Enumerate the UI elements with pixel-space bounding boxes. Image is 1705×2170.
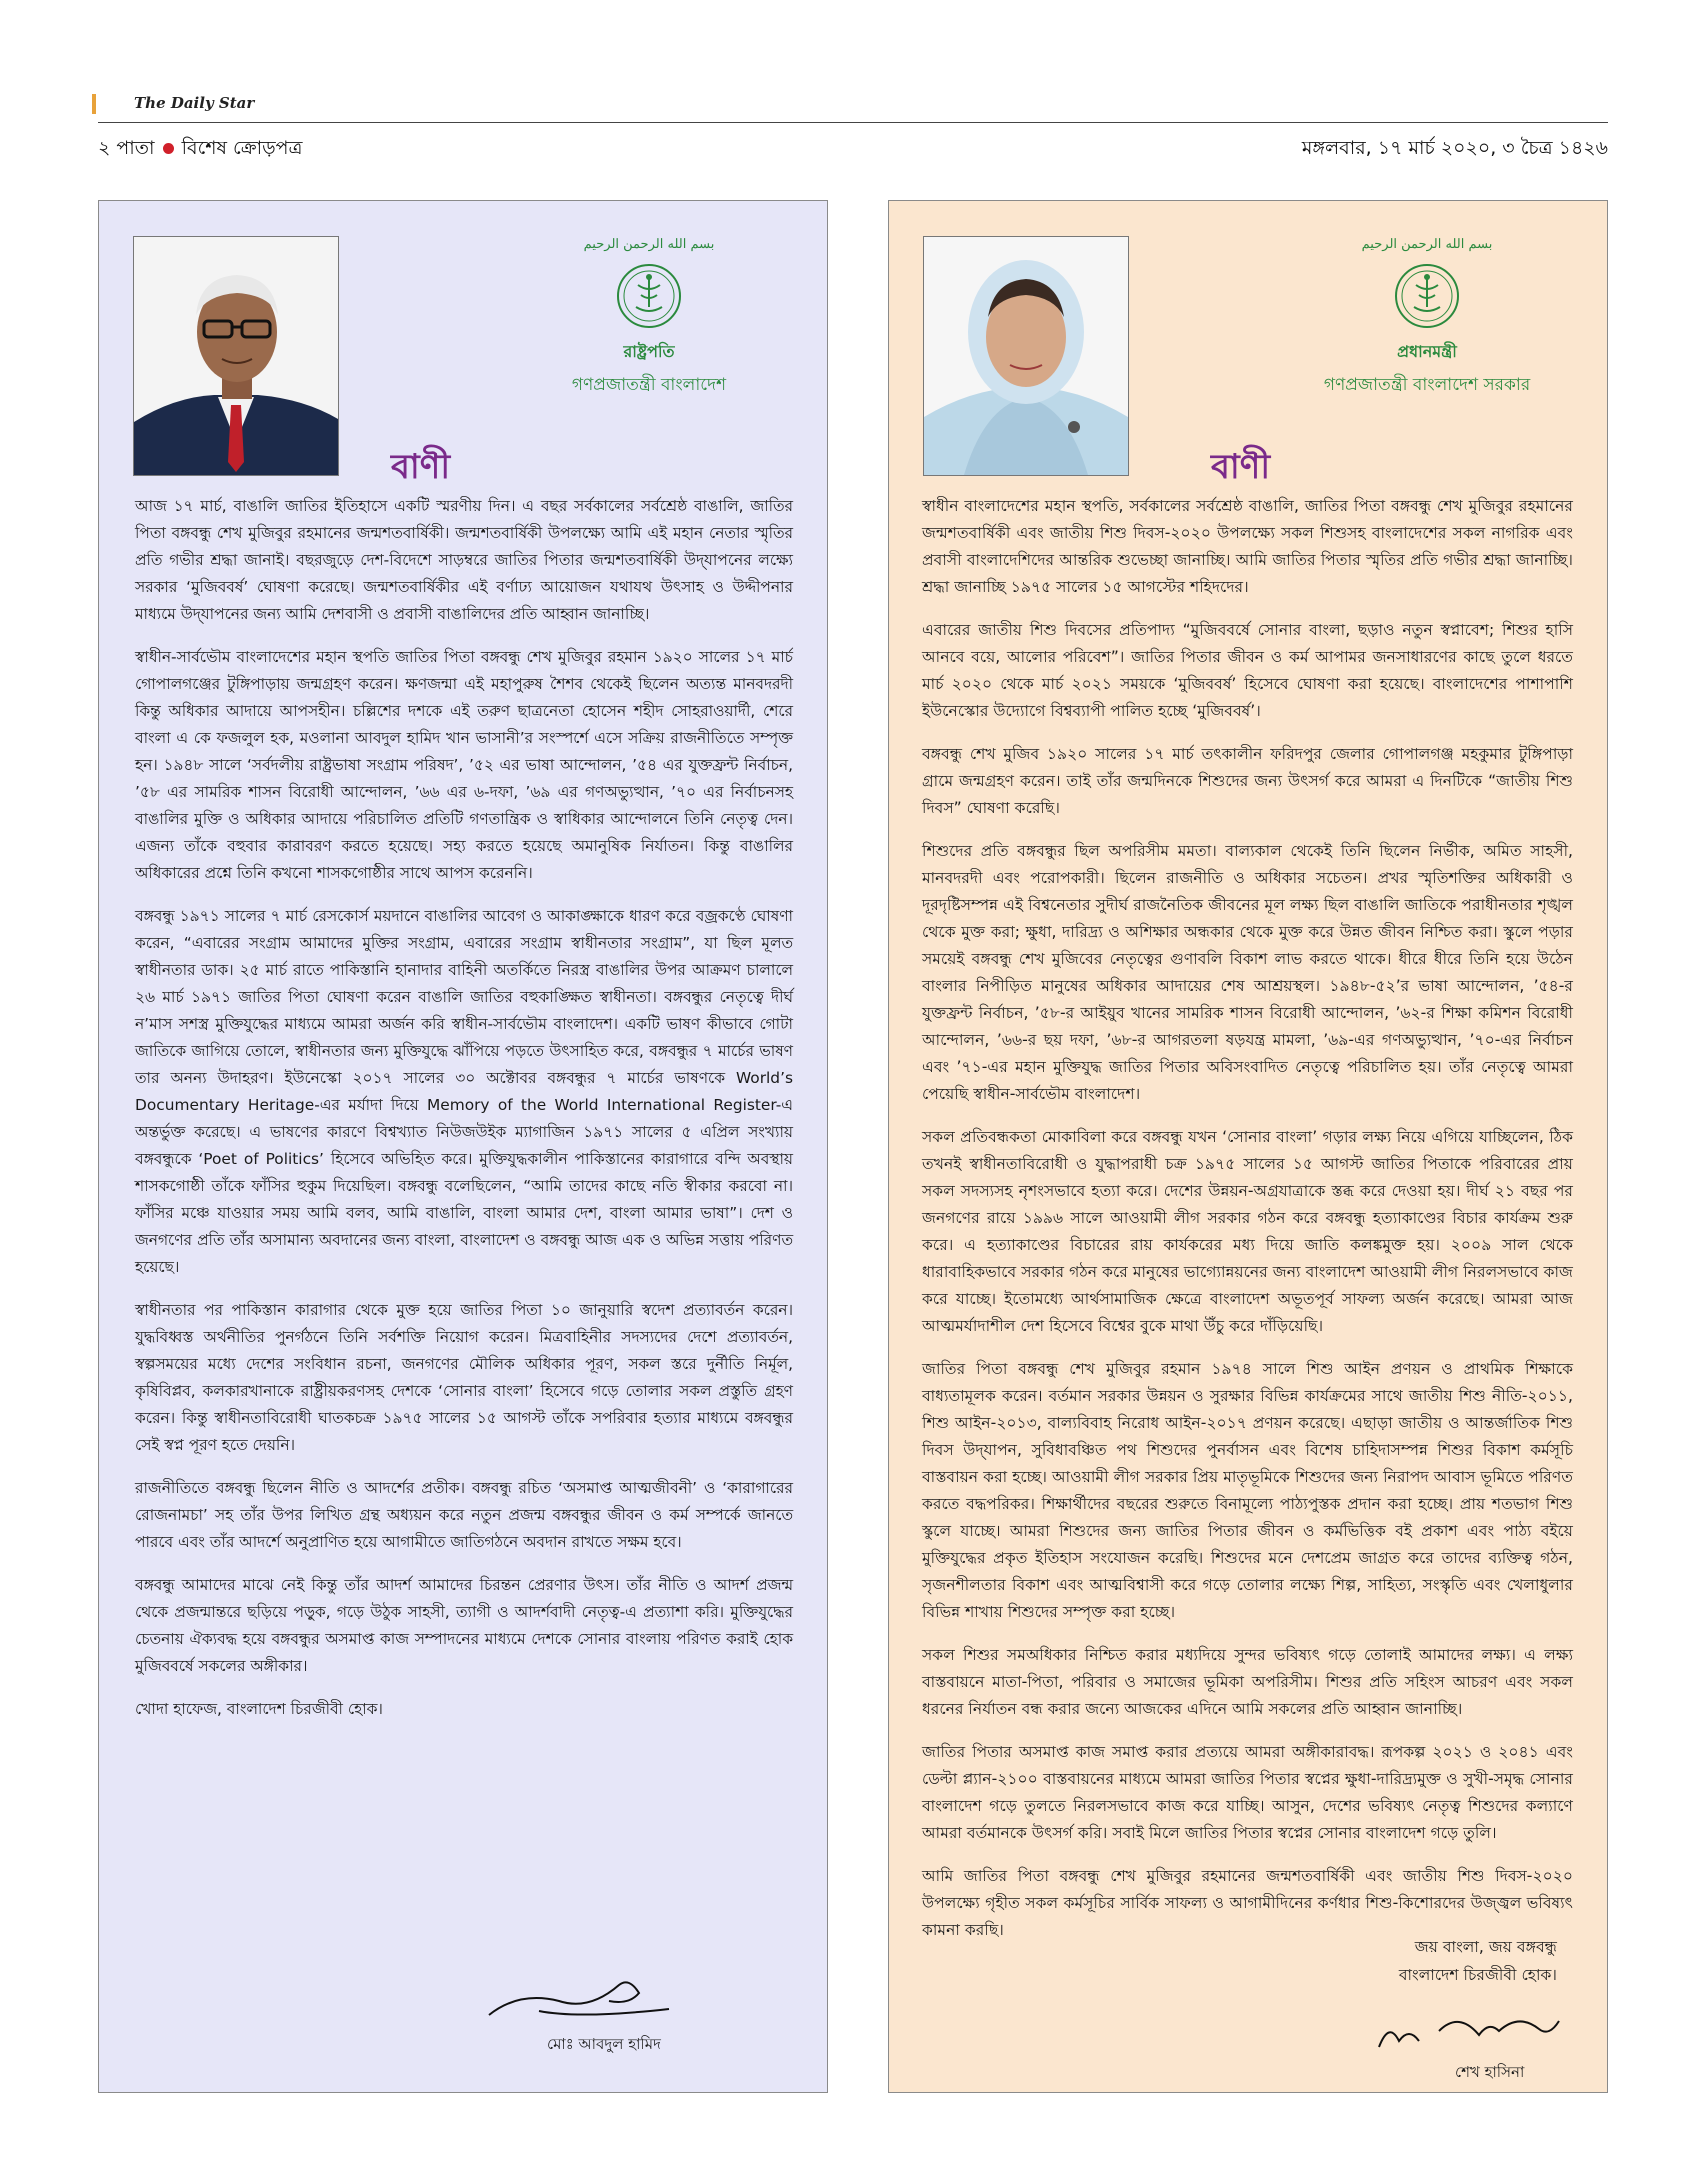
paragraph: আমি জাতির পিতা বঙ্গবন্ধু শেখ মুজিবুর রহমানের জন্মশতবার্ষিকী এবং জাতীয় শিশু দিবস-২০২০ উপলক্ষ্যে গৃহীত সকল কর্মসূচির সার্বিক সাফল্য ও আগামীদিনের কর্ণধার শিশু-কিশোরদের উজ্জ্বল ভবিষ্যৎ কামনা করছি।	[922, 1867, 1573, 1939]
prime-minister-message-panel	[888, 200, 1608, 2093]
closing-block	[1399, 1933, 1557, 1989]
paragraph: শিশুদের প্রতি বঙ্গবন্ধুর ছিল অপরিসীম মমতা। বাল্যকাল থেকেই তিনি ছিলেন নির্ভীক, অমিত সাহসী, মানবদরদী এবং পরোপকারী। ছিলেন রাজনীতি ও অধিকার সচেতন। প্রখর স্মৃতিশক্তির অধিকারী ও দূরদৃষ্টিসম্পন্ন এই বিশ্বনেতার সুদীর্ঘ রাজনৈতিক জীবনের মূল লক্ষ্য ছিল বাঙালি জাতিকে পরাধীনতার শৃঙ্খল থেকে মুক্ত করা; ক্ষুধা, দারিদ্র্য ও অশিক্ষার অন্ধকার থেকে মুক্ত করে উন্নত জীবন নিশ্চিত করা। স্কুলে পড়ার সময়েই বঙ্গবন্ধু শেখ মুজিবের নেতৃত্বের গুণাবলি বিকাশ লাভ করতে থাকে। ধীরে ধীরে তিনি হয়ে উঠেন বাংলার নিপীড়িত মানুষের অধিকার আদায়ের শেষ আশ্রয়স্থল। ১৯৪৮-৫২’র ভাষা আন্দোলন, ’৫৪-র যুক্তফ্রন্ট নির্বাচন, ’৫৮-র আইয়ুব খানের সামরিক শাসন বিরোধী আন্দোলন, ’৬২-র শিক্ষা কমিশন বিরোধী আন্দোলন, ’৬৬-র ছয় দফা, ’৬৮-র আগরতলা ষড়যন্ত্র মামলা, ’৬৯-এর গণঅভ্যুত্থান, ’৭০-এর নির্বাচন এবং ’৭১-এর মহান মুক্তিযুদ্ধ জাতির পিতার অবিসংবাদিত নেতৃত্বে পরিচালিত হয়। তাঁর নেতৃত্বে আমরা পেয়েছি স্বাধীন-সার্বভৌম বাংলাদেশ।	[922, 842, 1573, 1103]
president-signature	[479, 1971, 679, 2031]
message-body	[135, 493, 793, 1739]
page-number: ২ পাতা	[98, 137, 155, 159]
paragraph: বঙ্গবন্ধু ১৯৭১ সালের ৭ মার্চ রেসকোর্স ময়দানে বাঙালির আবেগ ও আকাঙ্ক্ষাকে ধারণ করে বজ্রকণ্ঠে ঘোষণা করেন, “এবারের সংগ্রাম আমাদের মুক্তির সংগ্রাম, এবারের সংগ্রাম স্বাধীনতার সংগ্রাম”, যা ছিল মূলত স্বাধীনতার ডাক। ২৫ মার্চ রাতে পাকিস্তানি হানাদার বাহিনী অতর্কিতে নিরস্ত্র বাঙালির উপর আক্রমণ চালালে ২৬ মার্চ ১৯৭১ জাতির পিতা ঘোষণা করেন বাঙালি জাতির বহুকাঙ্ক্ষিত স্বাধীনতা। বঙ্গবন্ধুর নেতৃত্বে দীর্ঘ ন’মাস সশস্ত্র মুক্তিযুদ্ধের মাধ্যমে আমরা অর্জন করি স্বাধীন-সার্বভৌম বাংলাদেশ। একটি ভাষণ কীভাবে গোটা জাতিকে জাগিয়ে তোলে, স্বাধীনতার জন্য মুক্তিযুদ্ধে ঝাঁপিয়ে পড়তে উৎসাহিত করে, বঙ্গবন্ধুর ৭ মার্চের ভাষণ তার অনন্য উদাহরণ। ইউনেস্কো ২০১৭ সালের ৩০ অক্টোবর বঙ্গবন্ধুর ৭ মার্চের ভাষণকে World’s Documentary Heritage-এর মর্যাদা দিয়ে Memory of the World International Register-এ অন্তর্ভুক্ত করেছে। এ ভাষণের কারণে বিশ্বখ্যাত নিউজউইক ম্যাগাজিন ১৯৭১ সালের ৫ এপ্রিল সংখ্যায় বঙ্গবন্ধুকে ‘Poet of Politics’ হিসেবে অভিহিত করে। মুক্তিযুদ্ধকালীন পাকিস্তানের কারাগারে বন্দি অবস্থায় শাসকগোষ্ঠী তাঁকে ফাঁসির হুকুম দিয়েছিল। বঙ্গবন্ধু বলেছিলেন, “আমি তাদের কাছে নতি স্বীকার করবো না। ফাঁসির মঞ্চে যাওয়ার সময় আমি বলব, আমি বাঙালি, বাংলা আমার দেশ, বাংলা আমার ভাষা”। দেশ ও জনগণের প্রতি তাঁর অসামান্য অবদানের জন্য বাংলা, বাংলাদেশ ও বঙ্গবন্ধু আজ এক ও অভিন্ন সত্তায় পরিণত হয়েছে।	[135, 907, 793, 1276]
prime-minister-portrait	[923, 236, 1129, 476]
paragraph: বঙ্গবন্ধু শেখ মুজিব ১৯২০ সালের ১৭ মার্চ তৎকালীন ফরিদপুর জেলার গোপালগঞ্জ মহকুমার টুঙ্গিপাড়া গ্রামে জন্মগ্রহণ করেন। তাই তাঁর জন্মদিনকে শিশুদের জন্য উৎসর্গ করে আমরা এ দিনটিকে “জাতীয় শিশু দিবস” ঘোষণা করেছি।	[922, 745, 1573, 817]
message-body	[922, 493, 1573, 1960]
paragraph: আজ ১৭ মার্চ, বাঙালি জাতির ইতিহাসে একটি স্মরণীয় দিন। এ বছর সর্বকালের সর্বশ্রেষ্ঠ বাঙালি, জাতির পিতা বঙ্গবন্ধু শেখ মুজিবুর রহমানের জন্মশতবার্ষিকী। জন্মশতবার্ষিকী উপলক্ষ্যে আমি এই মহান নেতার স্মৃতির প্রতি গভীর শ্রদ্ধা জানাই। বছরজুড়ে দেশ-বিদেশে সাড়ম্বরে জাতির পিতার জন্মশতবার্ষিকী উদ্‌যাপনের লক্ষ্যে সরকার ‘মুজিববর্ষ’ ঘোষণা করেছে। জন্মশতবার্ষিকীর এই বর্ণাঢ্য আয়োজন যথাযথ উৎসাহ ও উদ্দীপনার মাধ্যমে উদ্‌যাপনের জন্য আমি দেশবাসী ও প্রবাসী বাঙালিদের প্রতি আহ্বান জানাচ্ছি।	[135, 497, 793, 623]
prime-minister-signature	[1369, 2001, 1569, 2061]
paragraph: জাতির পিতার অসমাপ্ত কাজ সমাপ্ত করার প্রত্যয়ে আমরা অঙ্গীকারাবদ্ধ। রূপকল্প ২০২১ ও ২০৪১ এবং ডেল্টা প্ল্যান-২১০০ বাস্তবায়নের মাধ্যমে আমরা জাতির পিতার স্বপ্নের ক্ষুধা-দারিদ্র্যমুক্ত ও সুখী-সমৃদ্ধ সোনার বাংলাদেশ গড়ে তুলতে নিরলসভাবে কাজ করে যাচ্ছি। আসুন, দেশের ভবিষ্যৎ নেতৃত্ব শিশুদের কল্যাণে আমরা বর্তমানকে উৎসর্গ করি। সবাই মিলে জাতির পিতার স্বপ্নের সোনার বাংলাদেশ গড়ে তুলি।	[922, 1743, 1573, 1842]
signatory-name: শেখ হাসিনা	[1455, 2063, 1525, 2081]
masthead	[98, 90, 1608, 123]
paragraph: স্বাধীন বাংলাদেশের মহান স্থপতি, সর্বকালের সর্বশ্রেষ্ঠ বাঙালি, জাতির পিতা বঙ্গবন্ধু শেখ মুজিবুর রহমানের জন্মশতবার্ষিকী এবং জাতীয় শিশু দিবস-২০২০ উপলক্ষ্যে সকল শিশুসহ বাংলাদেশের সকল নাগরিক এবং প্রবাসী বাংলাদেশিদের আন্তরিক শুভেচ্ছা জানাচ্ছি। আমি জাতির পিতার স্মৃতির প্রতি গভীর শ্রদ্ধা জানাচ্ছি। শ্রদ্ধা জানাচ্ছি ১৯৭৫ সালের ১৫ আগস্টের শহিদদের।	[922, 497, 1573, 596]
bismillah-calligraphy: بسم الله الرحمن الرحيم	[1361, 237, 1493, 252]
paragraph: বঙ্গবন্ধু আমাদের মাঝে নেই কিন্তু তাঁর আদর্শ আমাদের চিরন্তন প্রেরণার উৎস। তাঁর নীতি ও আদর্শ প্রজন্ম থেকে প্রজন্মান্তরে ছড়িয়ে পড়ুক, গড়ে উঠুক সাহসী, ত্যাগী ও আদর্শবাদী নেতৃত্ব-এ প্রত্যাশা করি। মুক্তিযুদ্ধের চেতনায় ঐক্যবদ্ধ হয়ে বঙ্গবন্ধুর অসমাপ্ত কাজ সম্পাদনের মাধ্যমে দেশকে সোনার বাংলায় পরিণত করাই হোক মুজিববর্ষে সকলের অঙ্গীকার।	[135, 1576, 793, 1675]
paragraph: সকল প্রতিবন্ধকতা মোকাবিলা করে বঙ্গবন্ধু যখন ‘সোনার বাংলা’ গড়ার লক্ষ্য নিয়ে এগিয়ে যাচ্ছিলেন, ঠিক তখনই স্বাধীনতাবিরোধী ও যুদ্ধাপরাধী চক্র ১৯৭৫ সালের ১৫ আগস্ট জাতির পিতাকে পরিবারের প্রায় সকল সদস্যসহ নৃশংসভাবে হত্যা করে। দেশের উন্নয়ন-অগ্রযাত্রাকে স্তব্ধ করে দেওয়া হয়। দীর্ঘ ২১ বছর পর জনগণের রায়ে ১৯৯৬ সালে আওয়ামী লীগ সরকার গঠন করে বঙ্গবন্ধু হত্যাকাণ্ডের বিচার কার্যক্রম শুরু করে। এ হত্যাকাণ্ডের বিচারের রায় কার্যকরের মধ্য দিয়ে জাতি কলঙ্কমুক্ত হয়। ২০০৯ সাল থেকে ধারাবাহিকভাবে সরকার গঠন করে মানুষের ভাগ্যোন্নয়নের জন্য বাংলাদেশ আওয়ামী লীগ নিরলসভাবে কাজ করে যাচ্ছে। ইতোমধ্যে আর্থসামাজিক ক্ষেত্রে বাংলাদেশ অভূতপূর্ব সাফল্য অর্জন করেছে। আমরা আজ আত্মমর্যাদাশীল দেশ হিসেবে বিশ্বের বুকে মাথা উঁচু করে দাঁড়িয়েছি।	[922, 1128, 1573, 1335]
paragraph: সকল শিশুর সমঅধিকার নিশ্চিত করার মধ্যদিয়ে সুন্দর ভবিষ্যৎ গড়ে তোলাই আমাদের লক্ষ্য। এ লক্ষ্য বাস্তবায়নে মাতা-পিতা, পরিবার ও সমাজের ভূমিকা অপরিসীম। শিশুর প্রতি সহিংস আচরণ এবং সকল ধরনের নির্যাতন বন্ধ করার জন্যে আজকের এদিনে আমি সকলের প্রতি আহ্বান জানাচ্ছি।	[922, 1646, 1573, 1718]
state-emblem-icon	[616, 263, 682, 329]
president-portrait-image	[134, 237, 338, 475]
message-heading: বাণী	[1211, 447, 1271, 487]
president-portrait	[133, 236, 339, 476]
paragraph: জাতির পিতা বঙ্গবন্ধু শেখ মুজিবুর রহমান ১৯৭৪ সালে শিশু আইন প্রণয়ন ও প্রাথমিক শিক্ষাকে বাধ্যতামূলক করেন। বর্তমান সরকার উন্নয়ন ও সুরক্ষার বিভিন্ন কার্যক্রমের সাথে জাতীয় শিশু নীতি-২০১১, শিশু আইন-২০১৩, বাল্যবিবাহ নিরোধ আইন-২০১৭ প্রণয়ন করেছে। এছাড়া জাতীয় ও আন্তর্জাতিক শিশু দিবস উদ্‌যাপন, সুবিধাবঞ্চিত পথ শিশুদের পুনর্বাসন এবং বিশেষ চাহিদাসম্পন্ন শিশুর বিকাশ কর্মসূচি বাস্তবায়ন করা হচ্ছে। আওয়ামী লীগ সরকার প্রিয় মাতৃভূমিকে শিশুদের জন্য নিরাপদ আবাস ভূমিতে পরিণত করতে বদ্ধপরিকর। শিক্ষার্থীদের বছরের শুরুতে বিনামূল্যে পাঠ্যপুস্তক প্রদান করা হচ্ছে। প্রায় শতভাগ শিশু স্কুলে যাচ্ছে। আমরা শিশুদের জন্য জাতির পিতার জীবন ও কর্মভিত্তিক বই প্রকাশ এবং পাঠ্য বইয়ে মুক্তিযুদ্ধের প্রকৃত ইতিহাস সংযোজন করেছি। শিশুদের মনে দেশপ্রেম জাগ্রত করে তাদের ব্যক্তিত্ব গঠন, সৃজনশীলতার বিকাশ এবং আত্মবিশ্বাসী করে গড়ে তোলার লক্ষ্যে শিল্প, সাহিত্য, সংস্কৃতি এবং খেলাধুলার বিভিন্ন শাখায় শিশুদের সম্পৃক্ত করা হচ্ছে।	[922, 1360, 1573, 1621]
paragraph: এবারের জাতীয় শিশু দিবসের প্রতিপাদ্য “মুজিববর্ষে সোনার বাংলা, ছড়াও নতুন স্বপ্নাবেশ; শিশুর হাসি আনবে বয়ে, আলোর পরিবেশ”। জাতির পিতার জীবন ও কর্ম আপামর জনসাধারণের কাছে তুলে ধরতে মার্চ ২০২০ থেকে মার্চ ২০২১ সময়কে ‘মুজিববর্ষ’ হিসেবে ঘোষণা করা হয়েছে। বাংলাদেশের পাশাপাশি ইউনেস্কোর উদ্যোগে বিশ্বব্যাপী পালিত হচ্ছে ‘মুজিববর্ষ’।	[922, 621, 1573, 720]
signatory-name: মোঃ আবদুল হামিদ	[547, 2035, 661, 2053]
page-header-left	[98, 134, 303, 166]
issue-date: মঙ্গলবার, ১৭ মার্চ ২০২০, ৩ চৈত্র ১৪২৬	[1301, 137, 1608, 159]
bismillah-calligraphy: بسم الله الرحمن الرحيم	[583, 237, 715, 252]
office-subtitle: গণপ্রজাতন্ত্রী বাংলাদেশ সরকার	[1323, 375, 1531, 395]
prime-minister-portrait-image	[924, 237, 1128, 475]
office-subtitle: গণপ্রজাতন্ত্রী বাংলাদেশ	[571, 375, 727, 395]
masthead-accent-bar	[92, 94, 96, 114]
message-heading: বাণী	[391, 447, 451, 487]
newspaper-logo: The Daily Star	[134, 94, 255, 112]
paragraph: স্বাধীন-সার্বভৌম বাংলাদেশের মহান স্থপতি জাতির পিতা বঙ্গবন্ধু শেখ মুজিবুর রহমান ১৯২০ সালের ১৭ মার্চ গোপালগঞ্জের টুঙ্গিপাড়ায় জন্মগ্রহণ করেন। ক্ষণজন্মা এই মহাপুরুষ শৈশব থেকেই ছিলেন অত্যন্ত মানবদরদী কিন্তু অধিকার আদায়ে আপসহীন। চল্লিশের দশকে এই তরুণ ছাত্রনেতা হোসেন শহীদ সোহরাওয়ার্দী, শেরে বাংলা এ কে ফজলুল হক, মওলানা আবদুল হামিদ খান ভাসানী’র সংস্পর্শে এসে সক্রিয় রাজনীতিতে সম্পৃক্ত হন। ১৯৪৮ সালে ‘সর্বদলীয় রাষ্ট্রভাষা সংগ্রাম পরিষদ’, ’৫২ এর ভাষা আন্দোলন, ’৫৪ এর যুক্তফ্রন্ট নির্বাচন, ’৫৮ এর সামরিক শাসন বিরোধী আন্দোলন, ’৬৬ এর ৬-দফা, ’৬৯ এর গণঅভ্যুত্থান, ’৭০ এর নির্বাচনসহ বাঙালির মুক্তি ও অধিকার আদায়ে পরিচালিত প্রতিটি গণতান্ত্রিক ও স্বাধিকার আন্দোলনে তিনি নেতৃত্ব দেন। এজন্য তাঁকে বহুবার কারাবরণ করতে হয়েছে। সহ্য করতে হয়েছে অমানুষিক নির্যাতন। কিন্তু বাঙালির অধিকারের প্রশ্নে তিনি কখনো শাসকগোষ্ঠীর সাথে আপস করেননি।	[135, 648, 793, 882]
paragraph: খোদা হাফেজ, বাংলাদেশ চিরজীবী হোক।	[135, 1700, 383, 1718]
office-title: প্রধানমন্ত্রী	[1397, 342, 1457, 361]
president-office-block	[529, 233, 769, 400]
president-message-panel	[98, 200, 828, 2093]
section-name: বিশেষ ক্রোড়পত্র	[181, 137, 303, 159]
page-header	[98, 134, 1608, 168]
paragraph: রাজনীতিতে বঙ্গবন্ধু ছিলেন নীতি ও আদর্শের প্রতীক। বঙ্গবন্ধু রচিত ‘অসমাপ্ত আত্মজীবনী’ ও ‘কারাগারের রোজনামচা’ সহ তাঁর উপর লিখিত গ্রন্থ অধ্যয়ন করে নতুন প্রজন্ম বঙ্গবন্ধুর জীবন ও কর্ম সম্পর্কে জানতে পারবে এবং তাঁর আদর্শে অনুপ্রাণিত হয়ে আগামীতে জাতিগঠনে অবদান রাখতে সক্ষম হবে।	[135, 1479, 793, 1551]
closing-line: বাংলাদেশ চিরজীবী হোক।	[1398, 1966, 1557, 1984]
office-title: রাষ্ট্রপতি	[623, 342, 675, 361]
pm-office-block	[1307, 233, 1547, 400]
red-dot-icon	[163, 143, 174, 154]
closing-line: জয় বাংলা, জয় বঙ্গবন্ধু	[1414, 1938, 1557, 1956]
paragraph: স্বাধীনতার পর পাকিস্তান কারাগার থেকে মুক্ত হয়ে জাতির পিতা ১০ জানুয়ারি স্বদেশ প্রত্যাবর্তন করেন। যুদ্ধবিধ্বস্ত অর্থনীতির পুনর্গঠনে তিনি সর্বশক্তি নিয়োগ করেন। মিত্রবাহিনীর সদস্যদের দেশে প্রত্যাবর্তন, স্বল্পসময়ের মধ্যে দেশের সংবিধান রচনা, জনগণের মৌলিক অধিকার পূরণ, সকল স্তরে দুর্নীতি নির্মূল, কৃষিবিপ্লব, কলকারখানাকে রাষ্ট্রীয়করণসহ দেশকে ‘সোনার বাংলা’ হিসেবে গড়ে তোলার সকল প্রস্তুতি গ্রহণ করেন। কিন্তু স্বাধীনতাবিরোধী ঘাতকচক্র ১৯৭৫ সালের ১৫ আগস্ট তাঁকে সপরিবার হত্যার মাধ্যমে বঙ্গবন্ধুর সেই স্বপ্ন পূরণ হতে দেয়নি।	[135, 1301, 793, 1454]
state-emblem-icon	[1394, 263, 1460, 329]
